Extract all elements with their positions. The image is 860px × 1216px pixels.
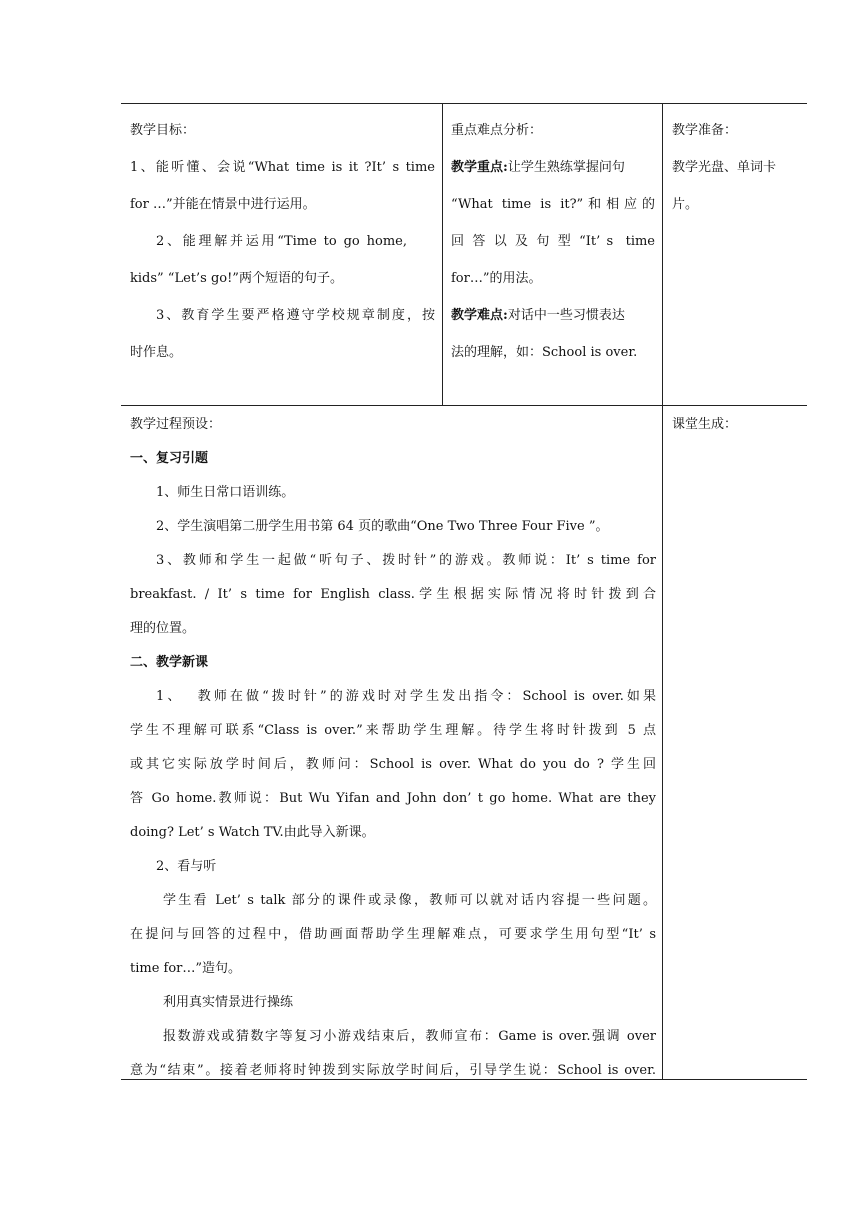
preparation-line: 片。 — [672, 197, 699, 212]
objectives-cell — [130, 112, 435, 371]
key-point-line: for…”的用法。 — [451, 271, 542, 286]
key-point-line: “What time is it?”和相应的 — [451, 197, 655, 212]
process-line: 利用真实情景进行操练 — [163, 995, 294, 1010]
key-point-line: 回 答 以 及 句 型 “It’ s time — [451, 234, 655, 249]
generation-heading: 课堂生成： — [672, 417, 738, 432]
process-line: 或其它实际放学时间后，教师问：School is over. What do you do ? 学生回 — [130, 757, 656, 772]
process-cell — [130, 408, 656, 1088]
process-line: 1、 教师在做“拨时针”的游戏时对学生发出指令：School is over.如果 — [156, 689, 656, 704]
key-point-text: 让学生熟练掌握问句 — [507, 160, 625, 175]
process-line: 报数游戏或猜数字等复习小游戏结束后，教师宣布：Game is over.强调 over — [163, 1029, 656, 1044]
process-line: doing? Let’ s Watch TV.由此导入新课。 — [130, 825, 375, 840]
table-top-border — [121, 103, 807, 104]
analysis-cell — [451, 112, 655, 371]
key-point-line — [451, 149, 655, 186]
process-line: 1、师生日常口语训练。 — [156, 485, 295, 500]
difficult-point-text: 对话中一些习惯表达 — [507, 308, 625, 323]
column-divider-2 — [662, 103, 663, 1079]
objectives-line: 3、教育学生要严格遵守学校规章制度，按 — [156, 308, 435, 323]
objectives-line: for …”并能在情景中进行运用。 — [130, 197, 316, 212]
process-line: time for…”造句。 — [130, 961, 242, 976]
key-point-label: 教学重点: — [451, 160, 508, 175]
preparation-line: 教学光盘、单词卡 — [672, 160, 777, 175]
section-title-new-lesson: 二、教学新课 — [130, 655, 209, 670]
objectives-line: 1、能听懂、会说“What time is it ?It’ s time — [130, 160, 435, 175]
process-heading: 教学过程预设： — [130, 417, 222, 432]
process-line: 答 Go home.教师说：But Wu Yifan and John don’ t go home. What are they — [130, 791, 656, 806]
process-line: 2、学生演唱第二册学生用书第 64 页的歌曲“One Two Three Four Five ”。 — [156, 519, 609, 534]
column-divider-1 — [442, 103, 443, 405]
section-title-review: 一、复习引题 — [130, 451, 209, 466]
process-line: 学生看 Let’ s talk 部分的课件或录像，教师可以就对话内容提一些问题。 — [163, 893, 656, 908]
process-line: 理的位置。 — [130, 621, 196, 636]
objectives-line: kids” “Let’s go!”两个短语的句子。 — [130, 271, 343, 286]
analysis-heading: 重点难点分析： — [451, 123, 543, 138]
objectives-line: 2、能理解并运用“Time to go home, — [156, 234, 407, 249]
objectives-heading: 教学目标： — [130, 123, 196, 138]
difficult-point-line: 法的理解，如：School is over. — [451, 345, 638, 360]
preparation-cell — [672, 112, 800, 223]
row-divider — [121, 405, 807, 406]
objectives-line: 时作息。 — [130, 345, 183, 360]
process-line: 3、教师和学生一起做“听句子、拨时针”的游戏。教师说：It’ s time for — [156, 553, 656, 568]
difficult-point-line — [451, 297, 655, 334]
process-line: breakfast. / It’ s time for English class.学生根据实际情况将时针拨到合 — [130, 587, 656, 602]
preparation-heading: 教学准备： — [672, 123, 738, 138]
generation-cell — [672, 408, 800, 442]
process-line: 学生不理解可联系“Class is over.”来帮助学生理解。待学生将时针拨到 5 点 — [130, 723, 656, 738]
difficult-point-label: 教学难点: — [451, 308, 508, 323]
process-line: 2、看与听 — [156, 859, 217, 874]
process-line: 在提问与回答的过程中，借助画面帮助学生理解难点，可要求学生用句型“It’ s — [130, 927, 656, 942]
process-line: 意为“结束”。接着老师将时钟拨到实际放学时间后，引导学生说：School is over. — [130, 1063, 656, 1078]
